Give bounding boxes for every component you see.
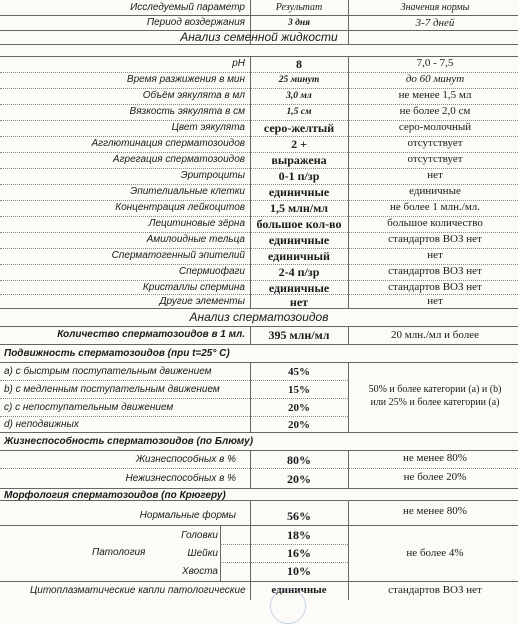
row-divider xyxy=(0,432,518,433)
semen-row-value: серо-желтый xyxy=(263,121,335,135)
sperm-count-value: 395 млн/мл xyxy=(268,328,330,342)
semen-row-value: единичные xyxy=(268,281,330,295)
vitality-norm: не более 20% xyxy=(403,471,467,483)
semen-row-value: большое кол-во xyxy=(256,217,342,231)
pathology-value: 18% xyxy=(287,528,311,542)
column-divider xyxy=(348,326,349,344)
semen-row-norm: отсутствует xyxy=(407,153,463,165)
pathology-sub-label: Головки xyxy=(181,530,218,541)
param-column-header: Исследуемый параметр xyxy=(130,2,245,13)
row-divider xyxy=(0,416,348,417)
row-divider xyxy=(220,544,348,545)
semen-row-label: Цвет эякулята xyxy=(171,122,245,133)
column-divider xyxy=(348,500,349,600)
semen-row-norm: большое количество xyxy=(387,217,483,229)
abstinence-value: 3 дня xyxy=(287,18,310,28)
sperm-section-title: Анализ сперматозоидов xyxy=(189,310,329,324)
semen-row-value: 2 + xyxy=(291,137,307,151)
semen-row-label: Эпителиальные клетки xyxy=(130,186,245,197)
semen-row-value: 3,0 мл xyxy=(286,91,312,101)
semen-row-norm: нет xyxy=(427,169,443,181)
column-divider xyxy=(348,56,349,308)
vitality-value: 20% xyxy=(287,472,311,486)
normal-forms-norm: не менее 80% xyxy=(403,505,467,517)
cytoplasmic-droplets-label: Цитоплазматические капли патологические xyxy=(30,585,246,596)
semen-row-norm: нет xyxy=(427,295,443,307)
vitality-title: Жизнеспособность сперматозоидов (по Блюму) xyxy=(4,436,254,447)
semen-row-label: Эритроциты xyxy=(180,170,245,181)
row-divider xyxy=(0,380,348,381)
pathology-sub-label: Шейки xyxy=(187,548,218,559)
motility-norm-line-2: или 25% и более категории (a) xyxy=(370,397,500,408)
vitality-label: Нежизнеспособных в % xyxy=(125,473,236,484)
semen-row-norm: стандартов ВОЗ нет xyxy=(388,265,482,277)
vitality-label: Жизнеспособных в % xyxy=(135,454,236,465)
stamp-fragment xyxy=(270,588,306,624)
semen-row-label: Другие элементы xyxy=(159,296,245,307)
column-divider xyxy=(220,525,221,581)
pathology-value: 10% xyxy=(287,564,311,578)
motility-norm-line-1: 50% и более категории (a) и (b) xyxy=(368,384,502,395)
semen-row-label: Вязкость эякулята в см xyxy=(129,106,245,117)
column-divider xyxy=(348,362,349,432)
row-divider xyxy=(0,398,348,399)
semen-row-norm: нет xyxy=(427,249,443,261)
motility-value: 20% xyxy=(288,402,310,414)
motility-value: 20% xyxy=(288,419,310,431)
row-divider xyxy=(0,525,518,526)
row-divider xyxy=(220,562,348,563)
semen-row-norm: стандартов ВОЗ нет xyxy=(388,281,482,293)
sperm-count-norm: 20 млн./мл и более xyxy=(391,329,479,341)
sperm-count-label: Количество сперматозоидов в 1 мл. xyxy=(57,329,245,340)
norm-column-header: Значения нормы xyxy=(400,2,470,13)
semen-row-norm: до 60 минут xyxy=(405,73,465,85)
semen-row-norm: 7,0 - 7,5 xyxy=(416,57,454,69)
row-divider xyxy=(0,362,518,363)
result-column-header: Результат xyxy=(275,2,323,13)
semen-row-norm: не более 1 млн./мл. xyxy=(389,201,481,213)
semen-row-value: 1,5 млн/мл xyxy=(269,201,329,215)
column-divider xyxy=(348,450,349,488)
motility-value: 15% xyxy=(288,384,310,396)
pathology-norm: не более 4% xyxy=(406,547,464,559)
semen-row-value: 1,5 см xyxy=(286,107,312,117)
row-divider xyxy=(0,326,518,327)
pathology-sub-label: Хвоста xyxy=(181,566,218,577)
motility-label: b) с медленным поступательным движением xyxy=(4,384,220,395)
pathology-value: 16% xyxy=(287,546,311,560)
semen-row-value: единичный xyxy=(268,249,330,263)
semen-row-label: Спермиофаги xyxy=(178,266,245,277)
semen-row-value: 0-1 п/зр xyxy=(278,169,320,183)
semen-row-value: выражена xyxy=(271,153,327,167)
row-divider xyxy=(0,581,518,582)
semen-row-label: Сперматогенный эпителий xyxy=(111,250,245,261)
semen-row-norm: единичные xyxy=(409,185,461,197)
semen-section-title: Анализ семенной жидкости xyxy=(180,30,338,44)
semen-row-label: Концентрация лейкоцитов xyxy=(115,202,245,213)
semen-row-label: Агрегация сперматозоидов xyxy=(112,154,245,165)
semen-row-label: Время разжижения в мин xyxy=(126,74,245,85)
semen-row-value: 25 минут xyxy=(278,75,320,85)
semen-row-label: Кристаллы спермина xyxy=(142,282,245,293)
semen-row-label: Агглютинация сперматозоидов xyxy=(91,138,245,149)
row-divider xyxy=(0,344,518,345)
semen-row-label: pH xyxy=(232,58,245,69)
semen-row-norm: не менее 1,5 мл xyxy=(398,89,472,101)
vitality-norm: не менее 80% xyxy=(403,452,467,464)
abstinence-label: Период воздержания xyxy=(146,17,245,28)
normal-forms-value: 56% xyxy=(287,509,311,523)
semen-row-value: единичные xyxy=(268,233,330,247)
semen-row-value: нет xyxy=(289,295,309,309)
cytoplasmic-droplets-value: единичные xyxy=(271,584,327,596)
semen-row-value: 2-4 п/зр xyxy=(278,265,320,279)
motility-title: Подвижность сперматозоидов (при t=25° C) xyxy=(4,348,230,359)
semen-row-label: Амилоидные тельца xyxy=(146,234,245,245)
semen-row-norm: стандартов ВОЗ нет xyxy=(388,233,482,245)
motility-label: а) с быстрым поступательным движением xyxy=(4,366,212,377)
motility-label: c) с непоступательным движением xyxy=(4,402,174,413)
pathology-label: Патология xyxy=(92,547,146,558)
semen-row-label: Объём эякулята в мл xyxy=(142,90,245,101)
motility-value: 45% xyxy=(288,366,310,378)
semen-row-norm: не более 2,0 см xyxy=(399,105,471,117)
row-divider xyxy=(0,468,518,469)
abstinence-norm: 3-7 дней xyxy=(415,17,455,29)
row-divider xyxy=(0,44,518,45)
normal-forms-label: Нормальные формы xyxy=(139,510,236,521)
vitality-value: 80% xyxy=(287,453,311,467)
morphology-title: Морфология сперматозоидов (по Крюгеру) xyxy=(4,490,226,501)
motility-label: d) неподвижных xyxy=(4,419,79,430)
semen-row-value: 8 xyxy=(296,57,302,71)
semen-row-norm: отсутствует xyxy=(407,137,463,149)
semen-row-label: Лецитиновые зёрна xyxy=(148,218,245,229)
semen-row-norm: серо-молочный xyxy=(398,121,472,133)
semen-row-value: единичные xyxy=(268,185,330,199)
cytoplasmic-droplets-norm: стандартов ВОЗ нет xyxy=(388,584,482,596)
